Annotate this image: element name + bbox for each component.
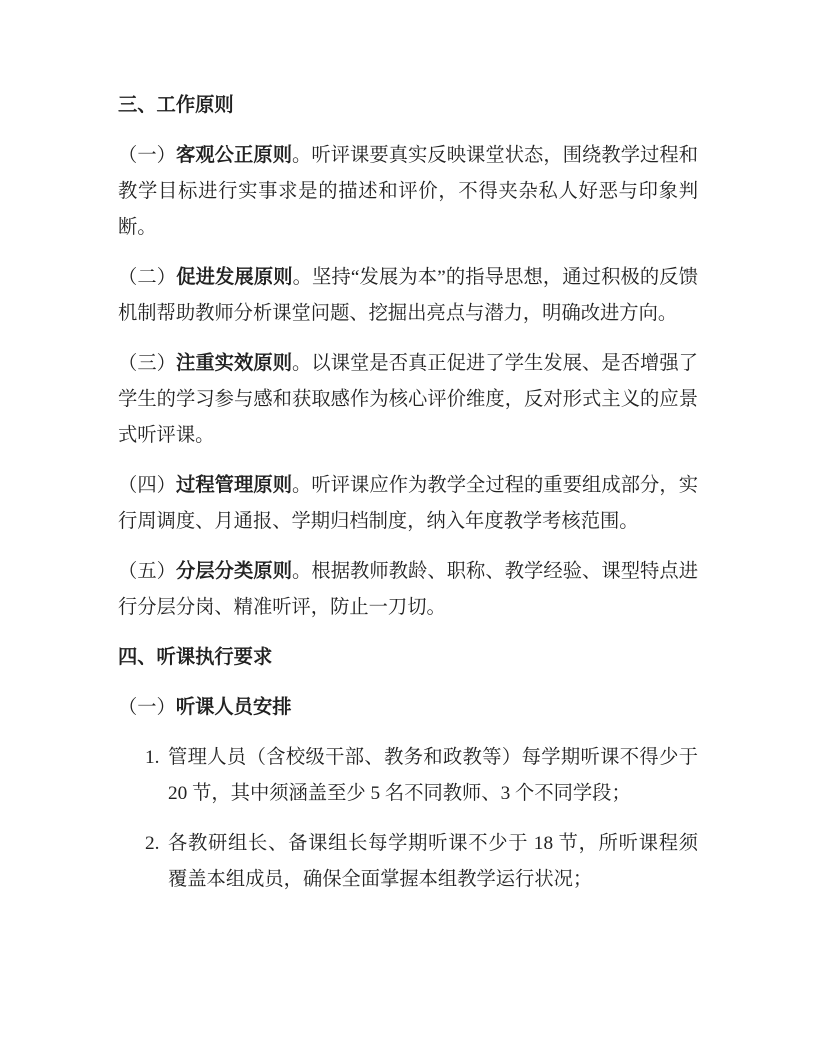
principle-paragraph-5 xyxy=(118,554,698,626)
list-item-text: 各教研组长、备课组长每学期听课不少于 18 节，所听课程须覆盖本组成员，确保全面掌握本组教学运行状况； xyxy=(168,833,698,890)
list-item-number: 2. xyxy=(145,833,160,854)
principle-paragraph-1 xyxy=(118,138,698,246)
subsection-name: 听课人员安排 xyxy=(175,697,292,718)
principle-body: 。以课堂是否真正促进了学生发展、是否增强了学生的学习参与感和获取感作为核心评价维度，反对形式主义的应景式听评课。 xyxy=(118,353,699,446)
subsection-prefix: （一） xyxy=(118,697,176,718)
principle-prefix: （五） xyxy=(118,561,177,582)
principle-paragraph-2 xyxy=(118,260,698,332)
principle-body: 。听评课应作为教学全过程的重要组成部分，实行周调度、月通报、学期归档制度，纳入年度教学考核范围。 xyxy=(118,475,699,532)
principle-name: 促进发展原则 xyxy=(176,267,293,288)
principle-name: 注重实效原则 xyxy=(176,353,293,374)
list-item-2 xyxy=(118,826,698,898)
list-item-1 xyxy=(118,740,698,812)
principle-prefix: （三） xyxy=(118,353,177,374)
list-item-text: 管理人员（含校级干部、教务和政教等）每学期听课不得少于 20 节，其中须涵盖至少 5 名不同教师、3 个不同学段； xyxy=(168,747,698,804)
principle-body: 。根据教师教龄、职称、教学经验、课型特点进行分层分岗、精准听评，防止一刀切。 xyxy=(118,561,699,618)
numbered-list xyxy=(118,740,698,898)
section-heading-listening-requirements: 四、听课执行要求 xyxy=(118,647,273,668)
subsection-heading-personnel xyxy=(118,690,698,726)
principle-body: 。听评课要真实反映课堂状态，围绕教学过程和教学目标进行实事求是的描述和评价，不得夹杂私人好恶与印象判断。 xyxy=(118,145,699,238)
principle-paragraph-4 xyxy=(118,468,698,540)
principle-prefix: （四） xyxy=(118,475,177,496)
section-heading-work-principles: 三、工作原则 xyxy=(118,95,234,116)
principle-prefix: （二） xyxy=(118,267,177,288)
principle-prefix: （一） xyxy=(118,145,177,166)
principle-name: 分层分类原则 xyxy=(176,561,293,582)
principle-name: 过程管理原则 xyxy=(176,475,293,496)
principle-name: 客观公正原则 xyxy=(176,145,293,166)
principle-paragraph-3 xyxy=(118,346,698,454)
principle-body: 。坚持“发展为本”的指导思想，通过积极的反馈机制帮助教师分析课堂问题、挖掘出亮点与潜力，明确改进方向。 xyxy=(118,267,698,324)
list-item-number: 1. xyxy=(145,747,160,768)
